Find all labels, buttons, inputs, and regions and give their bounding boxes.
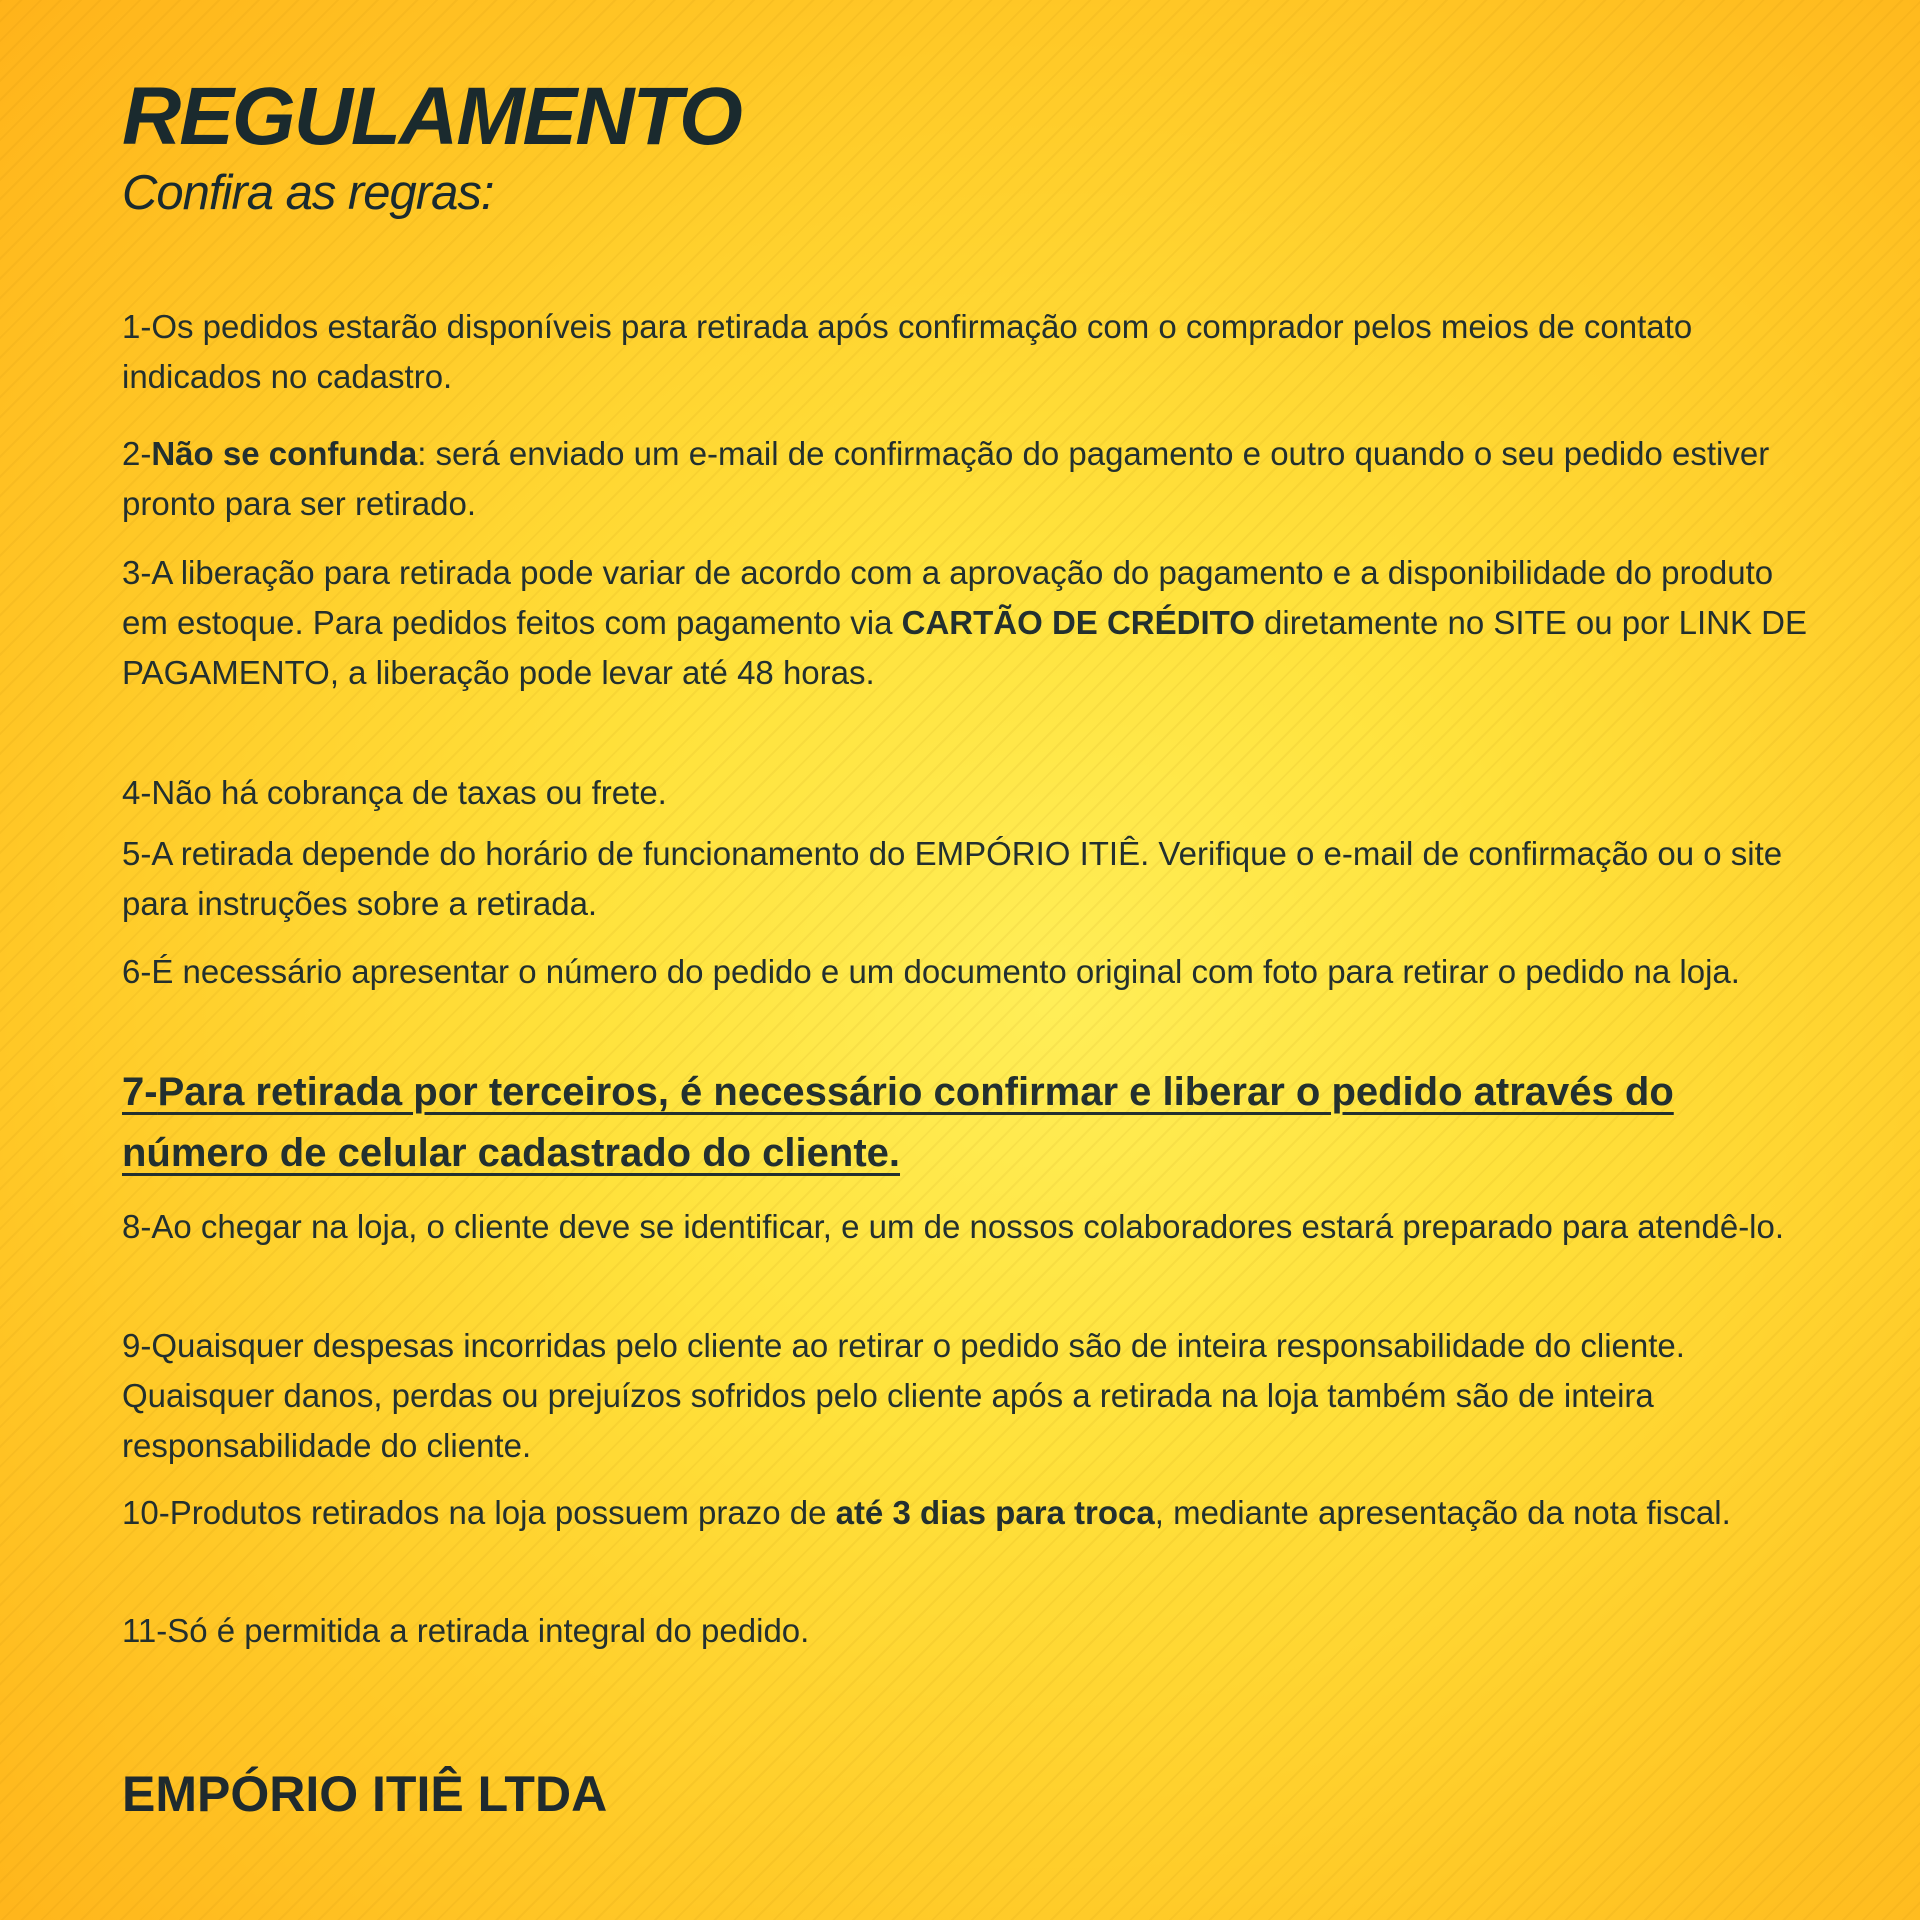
rule-8: 8-Ao chegar na loja, o cliente deve se identificar, e um de nossos colaboradores estará preparado para atendê-lo.	[122, 1208, 1785, 1245]
rule-11: 11-Só é permitida a retirada integral do pedido.	[122, 1612, 810, 1649]
rule-3-emphasis: CARTÃO DE CRÉDITO	[901, 604, 1255, 641]
rule-2-emphasis: Não se confunda	[151, 435, 418, 472]
page-subtitle: Confira as regras:	[122, 166, 494, 220]
rule-5: 5-A retirada depende do horário de funcionamento do EMPÓRIO ITIÊ. Verifique o e-mail de confirmação ou o site para instruções sobre a retirada.	[122, 835, 1783, 922]
rule-10-emphasis: até 3 dias para troca	[835, 1494, 1155, 1531]
page-title: REGULAMENTO	[122, 71, 741, 162]
rule-10: 10-Produtos retirados na loja possuem prazo de até 3 dias para troca, mediante apresentação da nota fiscal.	[122, 1494, 1731, 1531]
rule-4: 4-Não há cobrança de taxas ou frete.	[122, 774, 667, 811]
rule-7-highlight: 7-Para retirada por terceiros, é necessário confirmar e liberar o pedido através do número de celular cadastrado do cliente.	[122, 1070, 1674, 1175]
company-name: EMPÓRIO ITIÊ LTDA	[122, 1766, 608, 1822]
rule-2: 2-Não se confunda: será enviado um e-mail de confirmação do pagamento e outro quando o seu pedido estiver pronto para ser retirado.	[122, 435, 1770, 522]
rule-1: 1-Os pedidos estarão disponíveis para retirada após confirmação com o comprador pelos meios de contato indicados no cadastro.	[122, 308, 1693, 395]
rule-9: 9-Quaisquer despesas incorridas pelo cliente ao retirar o pedido são de inteira responsabilidade do cliente. Quaisquer danos, perdas ou prejuízos sofridos pelo cliente após a retirada na loja também são de inteira responsabilidade do cliente.	[122, 1327, 1685, 1464]
rule-6: 6-É necessário apresentar o número do pedido e um documento original com foto para retirar o pedido na loja.	[122, 953, 1740, 990]
rule-3: 3-A liberação para retirada pode variar de acordo com a aprovação do pagamento e a disponibilidade do produto em estoque. Para pedidos feitos com pagamento via CARTÃO DE CRÉDITO diretamente no SITE ou por LINK DE PAGAMENTO, a liberação pode levar até 48 horas.	[122, 554, 1807, 691]
document-page	[122, 70, 1812, 1649]
